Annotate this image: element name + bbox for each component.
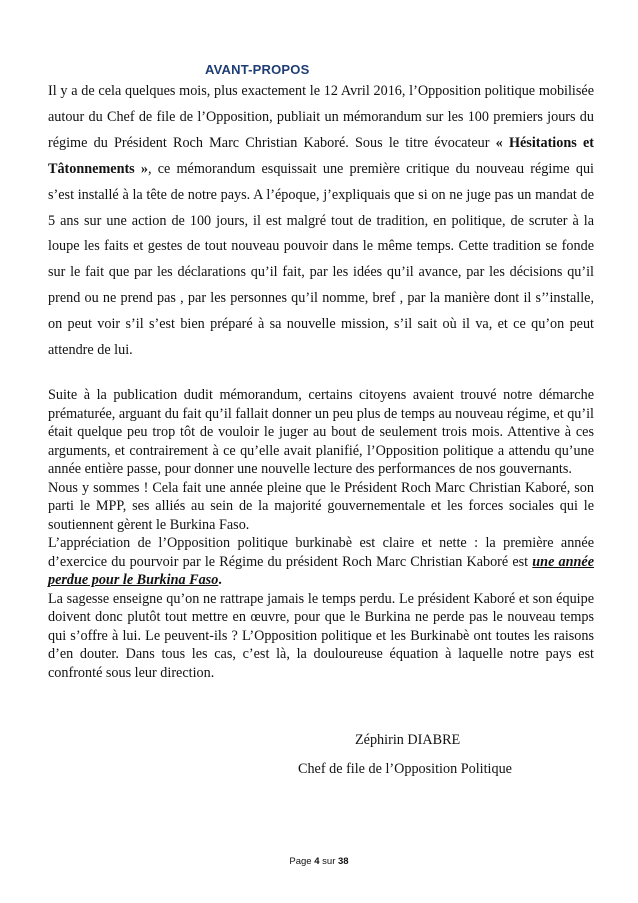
paragraph-reaction: Suite à la publication dudit mémorandum, certains citoyens avaient trouvé notre démarche prématurée, arguant du fait qu’il fallait donner un peu plus de temps au nouveau régime, et qu’il était quelque peu trop tôt de vouloir le juger au bout de seulement trois mois. Attentive à ces arguments, et contrairement à ce qu’elle avait planifié, l’Opposition politique a attendu qu’une année entière passe, pour donner une nouvelle lecture des performances de nos gouvernants. [48, 387, 594, 477]
page-number: 4 [314, 856, 320, 867]
paragraph-one-year: Nous y sommes ! Cela fait une année pleine que le Président Roch Marc Christian Kaboré, son parti le MPP, ses alliés au sein de la majorité gouvernementale et les forces sociales qui le soutiennent gèrent le Burkina Faso. [48, 479, 594, 533]
paragraph-intro [48, 79, 594, 364]
paragraph-assessment-end: . [218, 572, 222, 588]
signature-name: Zéphirin DIABRE [355, 732, 461, 748]
total-pages: 38 [338, 856, 349, 867]
paragraph-conclusion: La sagesse enseigne qu’on ne rattrape jamais le temps perdu. Le président Kaboré et son équipe doivent donc plutôt tout mettre en œuvre, pour que le Burkina ne perde pas le nouveau temps qui s’offre à lui. Le peuvent-ils ? L’Opposition politique et les Burkinabè ont toutes les raisons d’en douter. Dans tous les cas, c’est là, la douloureuse équation à laquelle notre pays est confronté sous leur direction. [48, 590, 594, 681]
paragraph-assessment [48, 534, 594, 590]
paragraph-intro-continuation: , ce mémorandum esquissait une première critique du nouveau régime qui s’est installé à la tête de notre pays. A l’époque, j’expliquais que si on ne juge pas un mandat de 5 ans sur une action de 100 jours, il est malgré tout de tradition, en politique, de scruter à la loupe les faits et gestes de tout nouveau pouvoir dans le même temps. Cette tradition se fonde sur le fait que par les déclarations qu’il fait, par les idées qu’il avance, par les décisions qu’il prend ou ne prend pas , par les personnes qu’il nomme, bref , par la manière dont il s’’installe, on peut voir s’il s’est bien préparé à sa nouvelle mission, s’il sait où il va, et ce qu’on peut attendre de lui. [48, 160, 594, 359]
page-label: Page [289, 856, 312, 867]
paragraph-intro-text: Il y a de cela quelques mois, plus exactement le 12 Avril 2016, l’Opposition politique mobilisée autour du Chef de file de l’Opposition, publiait un mémorandum sur les 100 premiers jours du régime du Président Roch Marc Christian Kaboré. Sous le titre évocateur [48, 83, 594, 151]
signature-role: Chef de file de l’Opposition Politique [298, 761, 512, 777]
lost-year-emphasis: une année perdue pour le Burkina Faso [48, 553, 595, 588]
page-footer [0, 856, 638, 867]
body-paragraphs [48, 386, 594, 682]
page-title: AVANT-PROPOS [205, 62, 310, 77]
memorandum-title: « Hésitations et Tâtonnements » [48, 134, 594, 177]
paragraph-assessment-text: L’appréciation de l’Opposition politique burkinabè est claire et nette : la première année d’exercice du pourvoir par le Régime du président Roch Marc Christian Kaboré est [48, 535, 594, 570]
of-label: sur [322, 856, 336, 867]
